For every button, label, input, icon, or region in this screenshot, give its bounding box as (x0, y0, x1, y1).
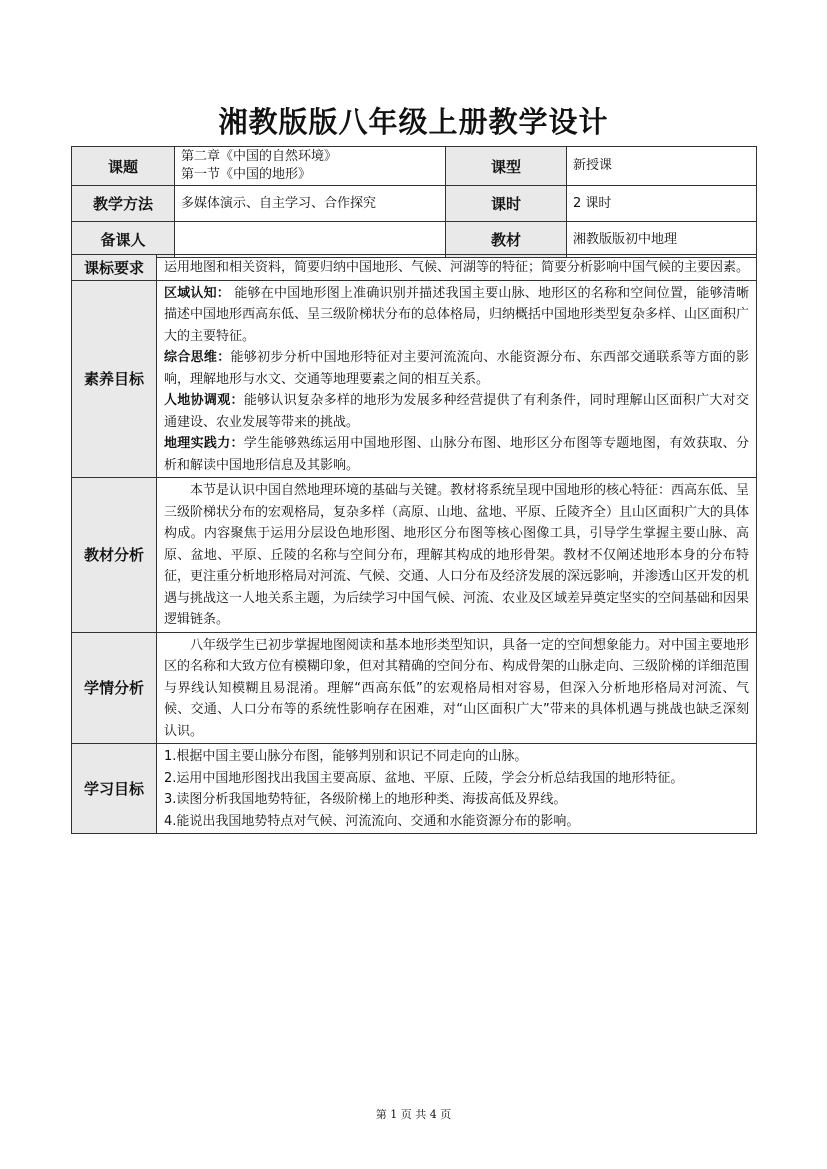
literacy-item-head: 人地协调观： (164, 393, 244, 408)
topic-line-2: 第一节《中国的地形》 (181, 167, 312, 182)
info-row-teacher (72, 222, 757, 258)
literacy-item (164, 433, 749, 476)
standard-row (72, 255, 757, 281)
literacy-item-head: 地理实践力： (164, 436, 244, 451)
standard-text: 运用地图和相关资料，简要归纳中国地形、气候、河湖等的特征；简要分析影响中国气候的主要因素。 (157, 255, 757, 281)
page-title: 湘教版版八年级上册教学设计 (218, 105, 609, 139)
literacy-item-text: 学生能够熟练运用中国地形图、山脉分布图、地形区分布图等专题地图，有效获取、分析和解读中国地形信息及其影响。 (164, 436, 749, 473)
objective-item: 2.运用中国地形图找出我国主要高原、盆地、平原、丘陵，学会分析总结我国的地形特征。 (164, 770, 684, 786)
literacy-item-text: 能够在中国地形图上准确识别并描述我国主要山脉、地形区的名称和空间位置，能够清晰描述中国地形西高东低、呈三级阶梯状分布的总体格局，归纳概括中国地形类型复杂多样、山区面积广大的主要特征。 (164, 285, 750, 344)
lesson-info-table (71, 146, 757, 258)
textbook-analysis-row (72, 478, 757, 633)
method-label: 教学方法 (72, 186, 175, 222)
topic-value (175, 147, 446, 186)
type-label: 课型 (446, 147, 567, 186)
student-analysis-row (72, 632, 757, 744)
info-row-method (72, 186, 757, 222)
textbook-analysis-content (157, 478, 757, 633)
teacher-value (175, 222, 446, 258)
literacy-item-head: 区域认知： (164, 285, 231, 301)
student-analysis-label: 学情分析 (72, 632, 157, 744)
info-row-topic (72, 147, 757, 186)
literacy-item-text: 能够初步分析中国地形特征对主要河流流向、水能资源分布、东西部交通联系等方面的影响，理解地形与水文、交通等地理要素之间的相互关系。 (164, 350, 749, 387)
teacher-label: 备课人 (72, 222, 175, 258)
page-footer: 第 1 页 共 4 页 (375, 1108, 452, 1121)
literacy-row (72, 280, 757, 478)
standard-label: 课标要求 (72, 255, 157, 281)
literacy-item-text: 能够认识复杂多样的地形为发展多种经营提供了有利条件，同时理解山区面积广大对交通建设、农业发展等带来的挑战。 (164, 393, 749, 430)
objective-item: 4.能说出我国地势特点对气候、河流流向、交通和水能资源分布的影响。 (164, 813, 580, 829)
literacy-item (164, 390, 749, 433)
textbook-analysis-text: 本节是认识中国自然地理环境的基础与关键。教材将系统呈现中国地形的核心特征：西高东低、呈三级阶梯状分布的宏观格局，复杂多样（高原、山地、盆地、平原、丘陵齐全）且山区面积广大的具体构成。内容聚焦于运用分层设色地形图、地形区分布图等核心图像工具，引导学生掌握主要山脉、高原、盆地、平原、丘陵的名称与空间分布，理解其构成的地形骨架。教材不仅阐述地形本身的分布特征，更注重分析地形格局对河流、气候、交通、人口分布及经济发展的深远影响，并渗透山区开发的机遇与挑战这一人地关系主题，为后续学习中国气候、河流、农业及区域差异奠定坚实的空间基础和因果逻辑链条。 (164, 483, 750, 627)
hours-value: 2 课时 (567, 186, 757, 222)
objective-item: 3.读图分析我国地势特征，各级阶梯上的地形种类、海拔高低及界线。 (164, 792, 567, 807)
topic-label: 课题 (72, 147, 175, 186)
literacy-label: 素养目标 (72, 280, 157, 478)
objectives-row (72, 744, 757, 834)
topic-line-1: 第二章《中国的自然环境》 (181, 149, 338, 164)
lesson-detail-table (71, 254, 757, 834)
type-value: 新授课 (567, 147, 757, 186)
literacy-item (164, 283, 749, 348)
literacy-item (164, 347, 749, 390)
method-value: 多媒体演示、自主学习、合作探究 (175, 186, 446, 222)
student-analysis-content (157, 632, 757, 744)
textbook-label: 教材 (446, 222, 567, 258)
textbook-analysis-label: 教材分析 (72, 478, 157, 633)
literacy-content (157, 280, 757, 478)
objectives-content (157, 744, 757, 834)
objective-item: 1.根据中国主要山脉分布图，能够判别和识记不同走向的山脉。 (164, 749, 528, 764)
textbook-value: 湘教版版初中地理 (567, 222, 757, 258)
hours-label: 课时 (446, 186, 567, 222)
literacy-item-head: 综合思维： (164, 350, 231, 365)
objectives-label: 学习目标 (72, 744, 157, 834)
student-analysis-text: 八年级学生已初步掌握地图阅读和基本地形类型知识，具备一定的空间想象能力。对中国主要地形区的名称和大致方位有模糊印象，但对其精确的空间分布、构成骨架的山脉走向、三级阶梯的详细范围与界线认知模糊且易混淆。理解“西高东低”的宏观格局相对容易，但深入分析地形格局对河流、气候、交通、人口分布等的系统性影响存在困难，对“山区面积广大”带来的具体机遇与挑战也缺乏深刻认识。 (164, 637, 750, 739)
